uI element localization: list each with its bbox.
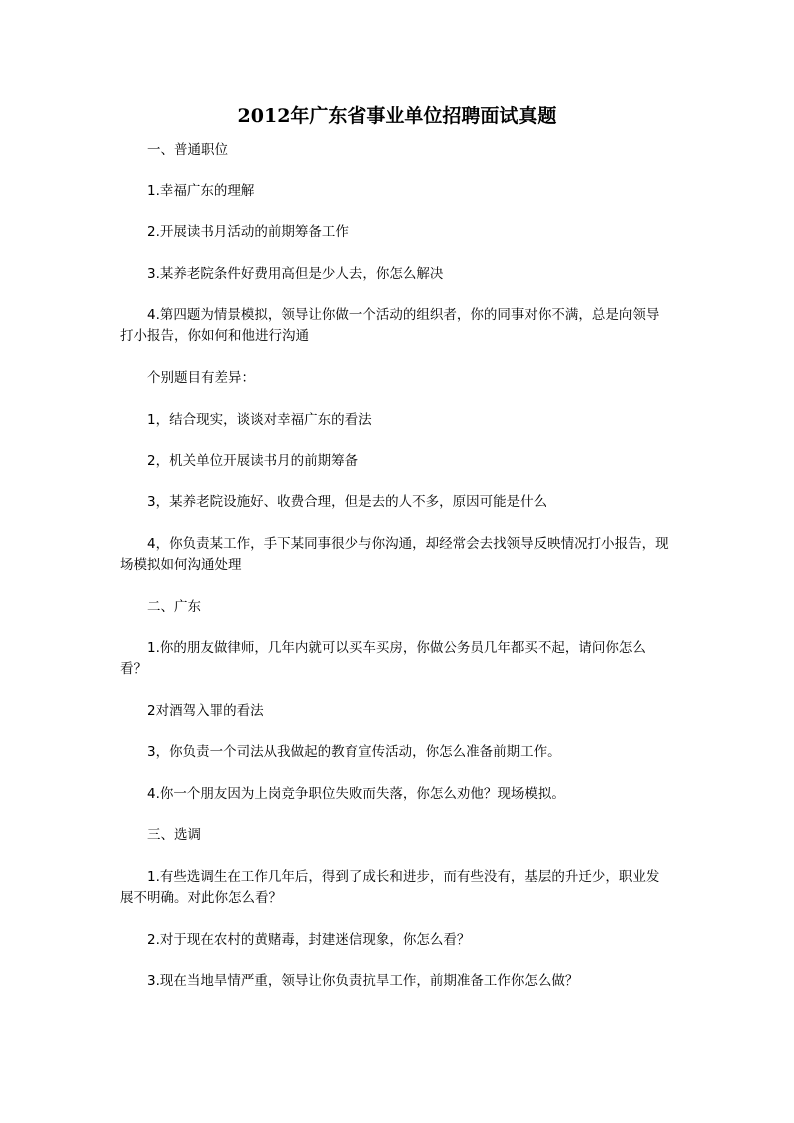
question-item: 2.开展读书月活动的前期筹备工作: [147, 224, 349, 240]
question-item: 1.有些选调生在工作几年后，得到了成长和进步，而有些没有，基层的升迁少，职业发展不明确。对此你怎么看？: [120, 869, 660, 906]
question-item: 2，机关单位开展读书月的前期筹备: [147, 453, 359, 469]
question-item: 1.你的朋友做律师，几年内就可以买车买房，你做公务员几年都买不起，请问你怎么看？: [120, 640, 646, 677]
question-item: 2.对于现在农村的黄赌毒，封建迷信现象，你怎么看？: [147, 932, 471, 948]
question-item: 3，你负责一个司法从我做起的教育宣传活动，你怎么准备前期工作。: [147, 744, 561, 760]
variant-note: 个别题目有差异：: [147, 370, 255, 386]
question-item: 4，你负责某工作，手下某同事很少与你沟通，却经常会去找领导反映情况打小报告，现场模拟如何沟通处理: [120, 536, 669, 573]
question-item: 3，某养老院设施好、收费合理，但是去的人不多，原因可能是什么: [147, 494, 548, 510]
document-title: 2012年广东省事业单位招聘面试真题: [237, 105, 557, 127]
question-item: 4.你一个朋友因为上岗竞争职位失败而失落，你怎么劝他？现场模拟。: [147, 786, 565, 802]
section-heading-guangdong: 二、广东: [147, 599, 201, 615]
question-item: 1.幸福广东的理解: [147, 183, 255, 199]
question-item: 3.现在当地旱情严重，领导让你负责抗旱工作，前期准备工作你怎么做？: [147, 973, 579, 989]
question-item: 2对酒驾入罪的看法: [147, 703, 264, 719]
question-item: 3.某养老院条件好费用高但是少人去，你怎么解决: [147, 266, 444, 282]
question-item: 4.第四题为情景模拟，领导让你做一个活动的组织者，你的同事对你不满，总是向领导打小报告，你如何和他进行沟通: [120, 307, 660, 344]
section-heading-selection: 三、选调: [147, 827, 201, 843]
section-heading-general: 一、普通职位: [147, 142, 228, 158]
question-item: 1，结合现实，谈谈对幸福广东的看法: [147, 412, 372, 428]
